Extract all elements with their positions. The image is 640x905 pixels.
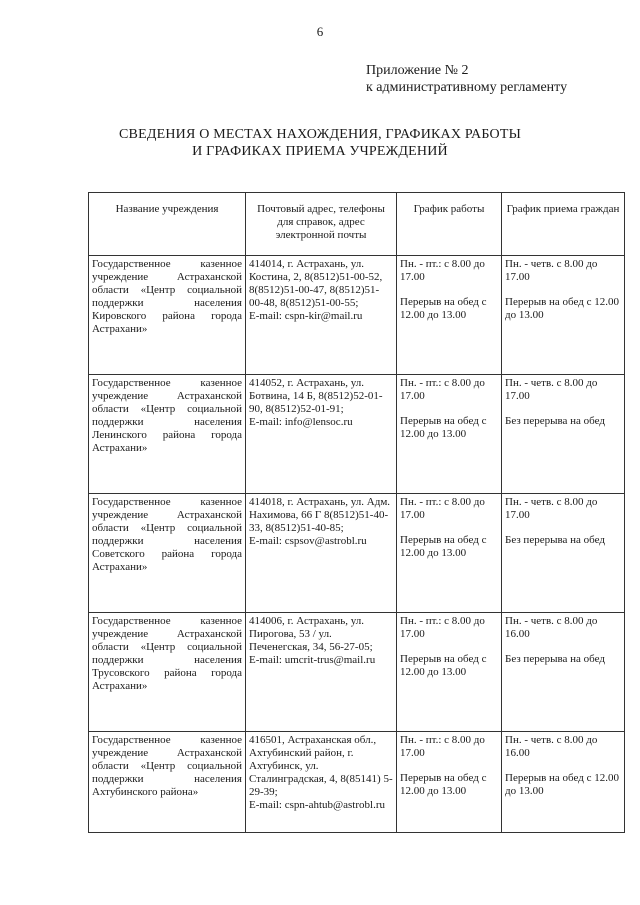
work-hours: Пн. - пт.: с 8.00 до 17.00 xyxy=(400,615,485,640)
appendix-line-2: к административному регламенту xyxy=(366,80,568,95)
work-break: Перерыв на обед с 12.00 до 13.00 xyxy=(400,772,487,797)
appendix-line-1: Приложение № 2 xyxy=(366,63,469,78)
institution-address-cell xyxy=(246,375,397,494)
institution-address-cell xyxy=(246,256,397,375)
institution-name: Государственное казенное учреждение Астраханской области «Центр социальной поддержки населения Советского района города Астрахани» xyxy=(89,494,246,613)
work-schedule-cell xyxy=(397,613,502,732)
appendix-note xyxy=(366,62,567,96)
reception-schedule-cell xyxy=(502,494,625,613)
institution-name: Государственное казенное учреждение Астраханской области «Центр социальной поддержки населения Ахтубинского района» xyxy=(89,732,246,833)
document-title xyxy=(0,126,640,160)
reception-break: Перерыв на обед с 12.00 до 13.00 xyxy=(505,296,619,321)
institution-address: 414018, г. Астрахань, ул. Адм. Нахимова, 66 Г 8(8512)51-40-33, 8(8512)51-40-85; xyxy=(249,496,391,534)
title-line-1: СВЕДЕНИЯ О МЕСТАХ НАХОЖДЕНИЯ, ГРАФИКАХ РАБОТЫ xyxy=(119,127,521,142)
title-line-2: И ГРАФИКАХ ПРИЕМА УЧРЕЖДЕНИЙ xyxy=(192,144,448,159)
page-number: 6 xyxy=(316,24,324,39)
work-hours: Пн. - пт.: с 8.00 до 17.00 xyxy=(400,258,485,283)
institution-address: 414006, г. Астрахань, ул. Пирогова, 53 / ул. Печенегская, 34, 56-27-05; xyxy=(249,615,373,653)
table-row xyxy=(89,732,625,833)
reception-break: Без перерыва на обед xyxy=(505,534,605,546)
work-schedule-cell xyxy=(397,375,502,494)
table-row xyxy=(89,494,625,613)
reception-hours: Пн. - четв. с 8.00 до 16.00 xyxy=(505,734,598,759)
work-break: Перерыв на обед с 12.00 до 13.00 xyxy=(400,534,487,559)
header-reception-schedule: График приема граждан xyxy=(502,193,625,256)
institution-name: Государственное казенное учреждение Астраханской области «Центр социальной поддержки населения Ленинского района города Астрахани» xyxy=(89,375,246,494)
work-hours: Пн. - пт.: с 8.00 до 17.00 xyxy=(400,496,485,521)
reception-hours: Пн. - четв. с 8.00 до 17.00 xyxy=(505,377,598,402)
institutions-table xyxy=(88,192,625,833)
work-schedule-cell xyxy=(397,494,502,613)
reception-break: Без перерыва на обед xyxy=(505,653,605,665)
reception-schedule-cell xyxy=(502,375,625,494)
institution-email: E-mail: cspsov@astrobl.ru xyxy=(249,535,367,547)
work-hours: Пн. - пт.: с 8.00 до 17.00 xyxy=(400,377,485,402)
institution-name: Государственное казенное учреждение Астраханской области «Центр социальной поддержки населения Кировского района города Астрахани» xyxy=(89,256,246,375)
institution-address: 414014, г. Астрахань, ул. Костина, 2, 8(8512)51-00-52, 8(8512)51-00-47, 8(8512)51-00-48, 8(8512)51-00-55; xyxy=(249,258,383,309)
work-break: Перерыв на обед с 12.00 до 13.00 xyxy=(400,296,487,321)
header-address: Почтовый адрес, телефоны для справок, адрес электронной почты xyxy=(246,193,397,256)
institution-address-cell xyxy=(246,494,397,613)
table-header-row xyxy=(89,193,625,256)
reception-hours: Пн. - четв. с 8.00 до 17.00 xyxy=(505,258,598,283)
table-row xyxy=(89,375,625,494)
reception-hours: Пн. - четв. с 8.00 до 16.00 xyxy=(505,615,598,640)
institution-address-cell xyxy=(246,613,397,732)
institution-email: E-mail: cspn-ahtub@astrobl.ru xyxy=(249,799,385,811)
institution-address-cell xyxy=(246,732,397,833)
institution-email: E-mail: info@lensoc.ru xyxy=(249,416,353,428)
work-break: Перерыв на обед с 12.00 до 13.00 xyxy=(400,653,487,678)
reception-hours: Пн. - четв. с 8.00 до 17.00 xyxy=(505,496,598,521)
reception-schedule-cell xyxy=(502,256,625,375)
work-schedule-cell xyxy=(397,256,502,375)
work-break: Перерыв на обед с 12.00 до 13.00 xyxy=(400,415,487,440)
institution-address: 414052, г. Астрахань, ул. Ботвина, 14 Б, 8(8512)52-01-90, 8(8512)52-01-91; xyxy=(249,377,383,415)
institution-email: E-mail: cspn-kir@mail.ru xyxy=(249,310,363,322)
reception-break: Перерыв на обед с 12.00 до 13.00 xyxy=(505,772,619,797)
header-name: Название учреждения xyxy=(89,193,246,256)
institution-name: Государственное казенное учреждение Астраханской области «Центр социальной поддержки населения Трусовского района города Астрахани» xyxy=(89,613,246,732)
institution-email: E-mail: umcrit-trus@mail.ru xyxy=(249,654,376,666)
header-work-schedule: График работы xyxy=(397,193,502,256)
table-row xyxy=(89,613,625,732)
institution-address: 416501, Астраханская обл., Ахтубинский район, г. Ахтубинск, ул. Сталинградская, 4, 8(85141) 5-29-39; xyxy=(249,734,393,798)
reception-break: Без перерыва на обед xyxy=(505,415,605,427)
table-row xyxy=(89,256,625,375)
work-hours: Пн. - пт.: с 8.00 до 17.00 xyxy=(400,734,485,759)
reception-schedule-cell xyxy=(502,613,625,732)
work-schedule-cell xyxy=(397,732,502,833)
reception-schedule-cell xyxy=(502,732,625,833)
